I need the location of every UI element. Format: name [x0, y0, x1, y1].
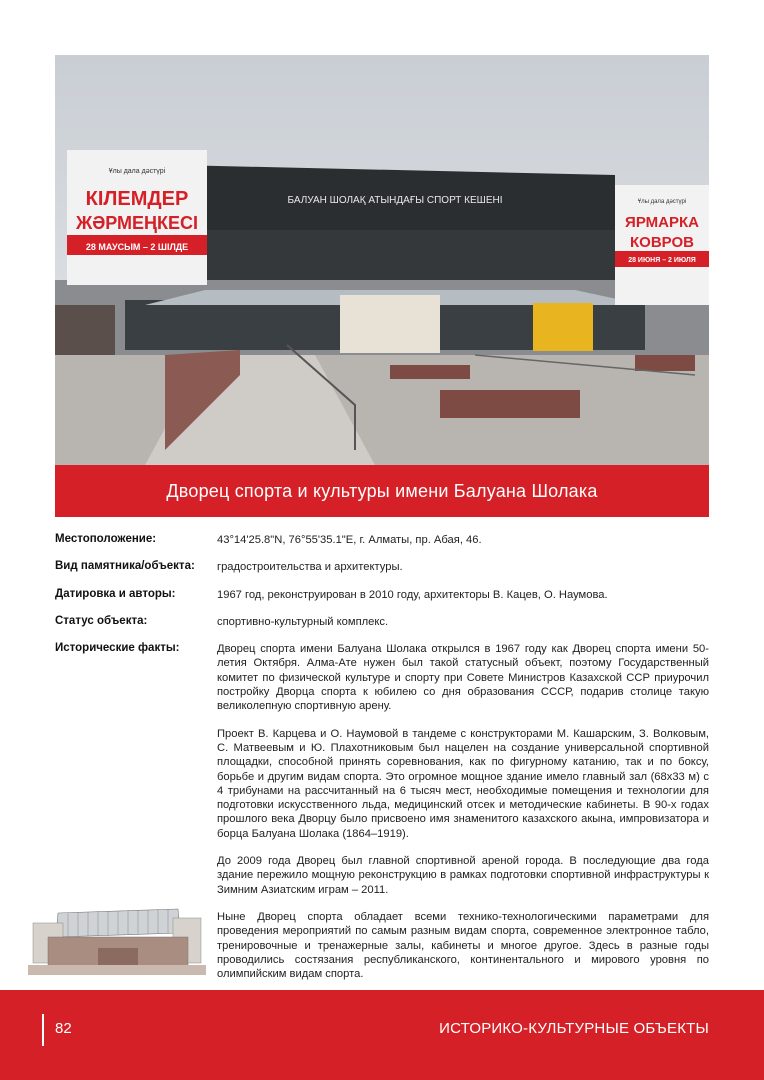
info-value: спортивно-культурный комплекс. [217, 615, 389, 628]
banner-left-line1: КІЛЕМДЕР [85, 188, 189, 210]
info-row-location [55, 533, 709, 547]
building-sketch [28, 893, 206, 975]
page-number: 82 [55, 1020, 72, 1037]
banner-left-dates: 28 МАУСЫМ – 2 ШІЛДЕ [85, 242, 189, 252]
info-label: Местоположение: [55, 533, 157, 545]
history-paragraph: Дворец спорта имени Балуана Шолака открылся в 1967 году как Дворец спорта имени 50-летия Октября. Алма-Ате нужен был такой статусный объект, поэтому Государственный комитет по физической культуре и спорту при Совете Министров Казахской ССР приурочил постройку Дворца спорта к юбилею со дня образования СССР, подарив столице такую великолепную спортивную арену. [217, 643, 709, 713]
banner-right-small: Ұлы дала дәстүрі [637, 199, 687, 205]
history-paragraph: Ныне Дворец спорта обладает всеми технико-технологическими параметрами для проведения мероприятий по самым разным видам спорта, современное электронное табло, тренировочные и тренажерные залы, кабинеты и многое другое. Здесь в разные годы проводились состязания республиканского, континентального и мирового уровня по олимпийским видам спорта. [217, 910, 709, 981]
info-label: Статус объекта: [55, 614, 148, 627]
footer-divider [42, 1014, 44, 1046]
banner-right-line1: ЯРМАРКА [625, 214, 699, 231]
info-label: Вид памятника/объекта: [55, 560, 195, 573]
banner-left-small: Ұлы дала дәстүрі [108, 168, 166, 175]
section-title: ИСТОРИКО-КУЛЬТУРНЫЕ ОБЪЕКТЫ [439, 1020, 709, 1037]
info-row-dating [55, 588, 709, 602]
info-value: 1967 год, реконструирован в 2010 году, архитекторы В. Кацев, О. Наумова. [217, 588, 608, 601]
info-label: Исторические факты: [55, 642, 180, 655]
info-row-status [55, 615, 709, 629]
info-value: градостроительства и архитектуры. [217, 561, 403, 574]
page-footer [0, 990, 764, 1080]
history-text [217, 642, 709, 981]
info-label: Датировка и авторы: [55, 587, 176, 600]
banner-right-dates: 28 ИЮНЯ – 2 ИЮЛЯ [628, 257, 696, 264]
history-paragraph: До 2009 года Дворец был главной спортивной ареной города. В последующие два года здание пережило мощную реконструкцию в рамках подготовки спортивной инфраструктуры к Зимним Азиатским играм – 2011. [217, 855, 709, 896]
building-photo [55, 55, 709, 465]
object-title-band [55, 465, 709, 517]
building-sign: БАЛУАН ШОЛАҚ АТЫНДАҒЫ СПОРТ КЕШЕНІ [287, 195, 503, 206]
banner-right-line2: КОВРОВ [630, 234, 694, 251]
history-paragraph: Проект В. Карцева и О. Наумовой в тандеме с конструкторами М. Кашарским, З. Волковым, С. Матвеевым и Ю. Плахотниковым был нацелен на создание универсальной спортивной площадки, способной принять соревнования, как по фигурному катанию, так и по боксу, борьбе и другим видам спорта. Это огромное мощное здание имело главный зал (68х33 м) с 4 трибунами на рассчитанный на 6 тысяч мест, необходимые помещения и технологии для подготовки искусственного льда, медицинский отсек и методические кабинеты. В 90-х годах прошлого века Дворцу было присвоено имя знаменитого казахского акына, импровизатора и борца Балуана Шолака (1864–1919). [217, 727, 709, 840]
object-title: Дворец спорта и культуры имени Балуана Шолака [166, 480, 598, 501]
info-value: 43°14'25.8"N, 76°55'35.1"E, г. Алматы, пр. Абая, 46. [217, 534, 482, 546]
info-row-type [55, 560, 709, 574]
banner-left-line2: ЖӘРМЕҢКЕСІ [75, 213, 199, 233]
